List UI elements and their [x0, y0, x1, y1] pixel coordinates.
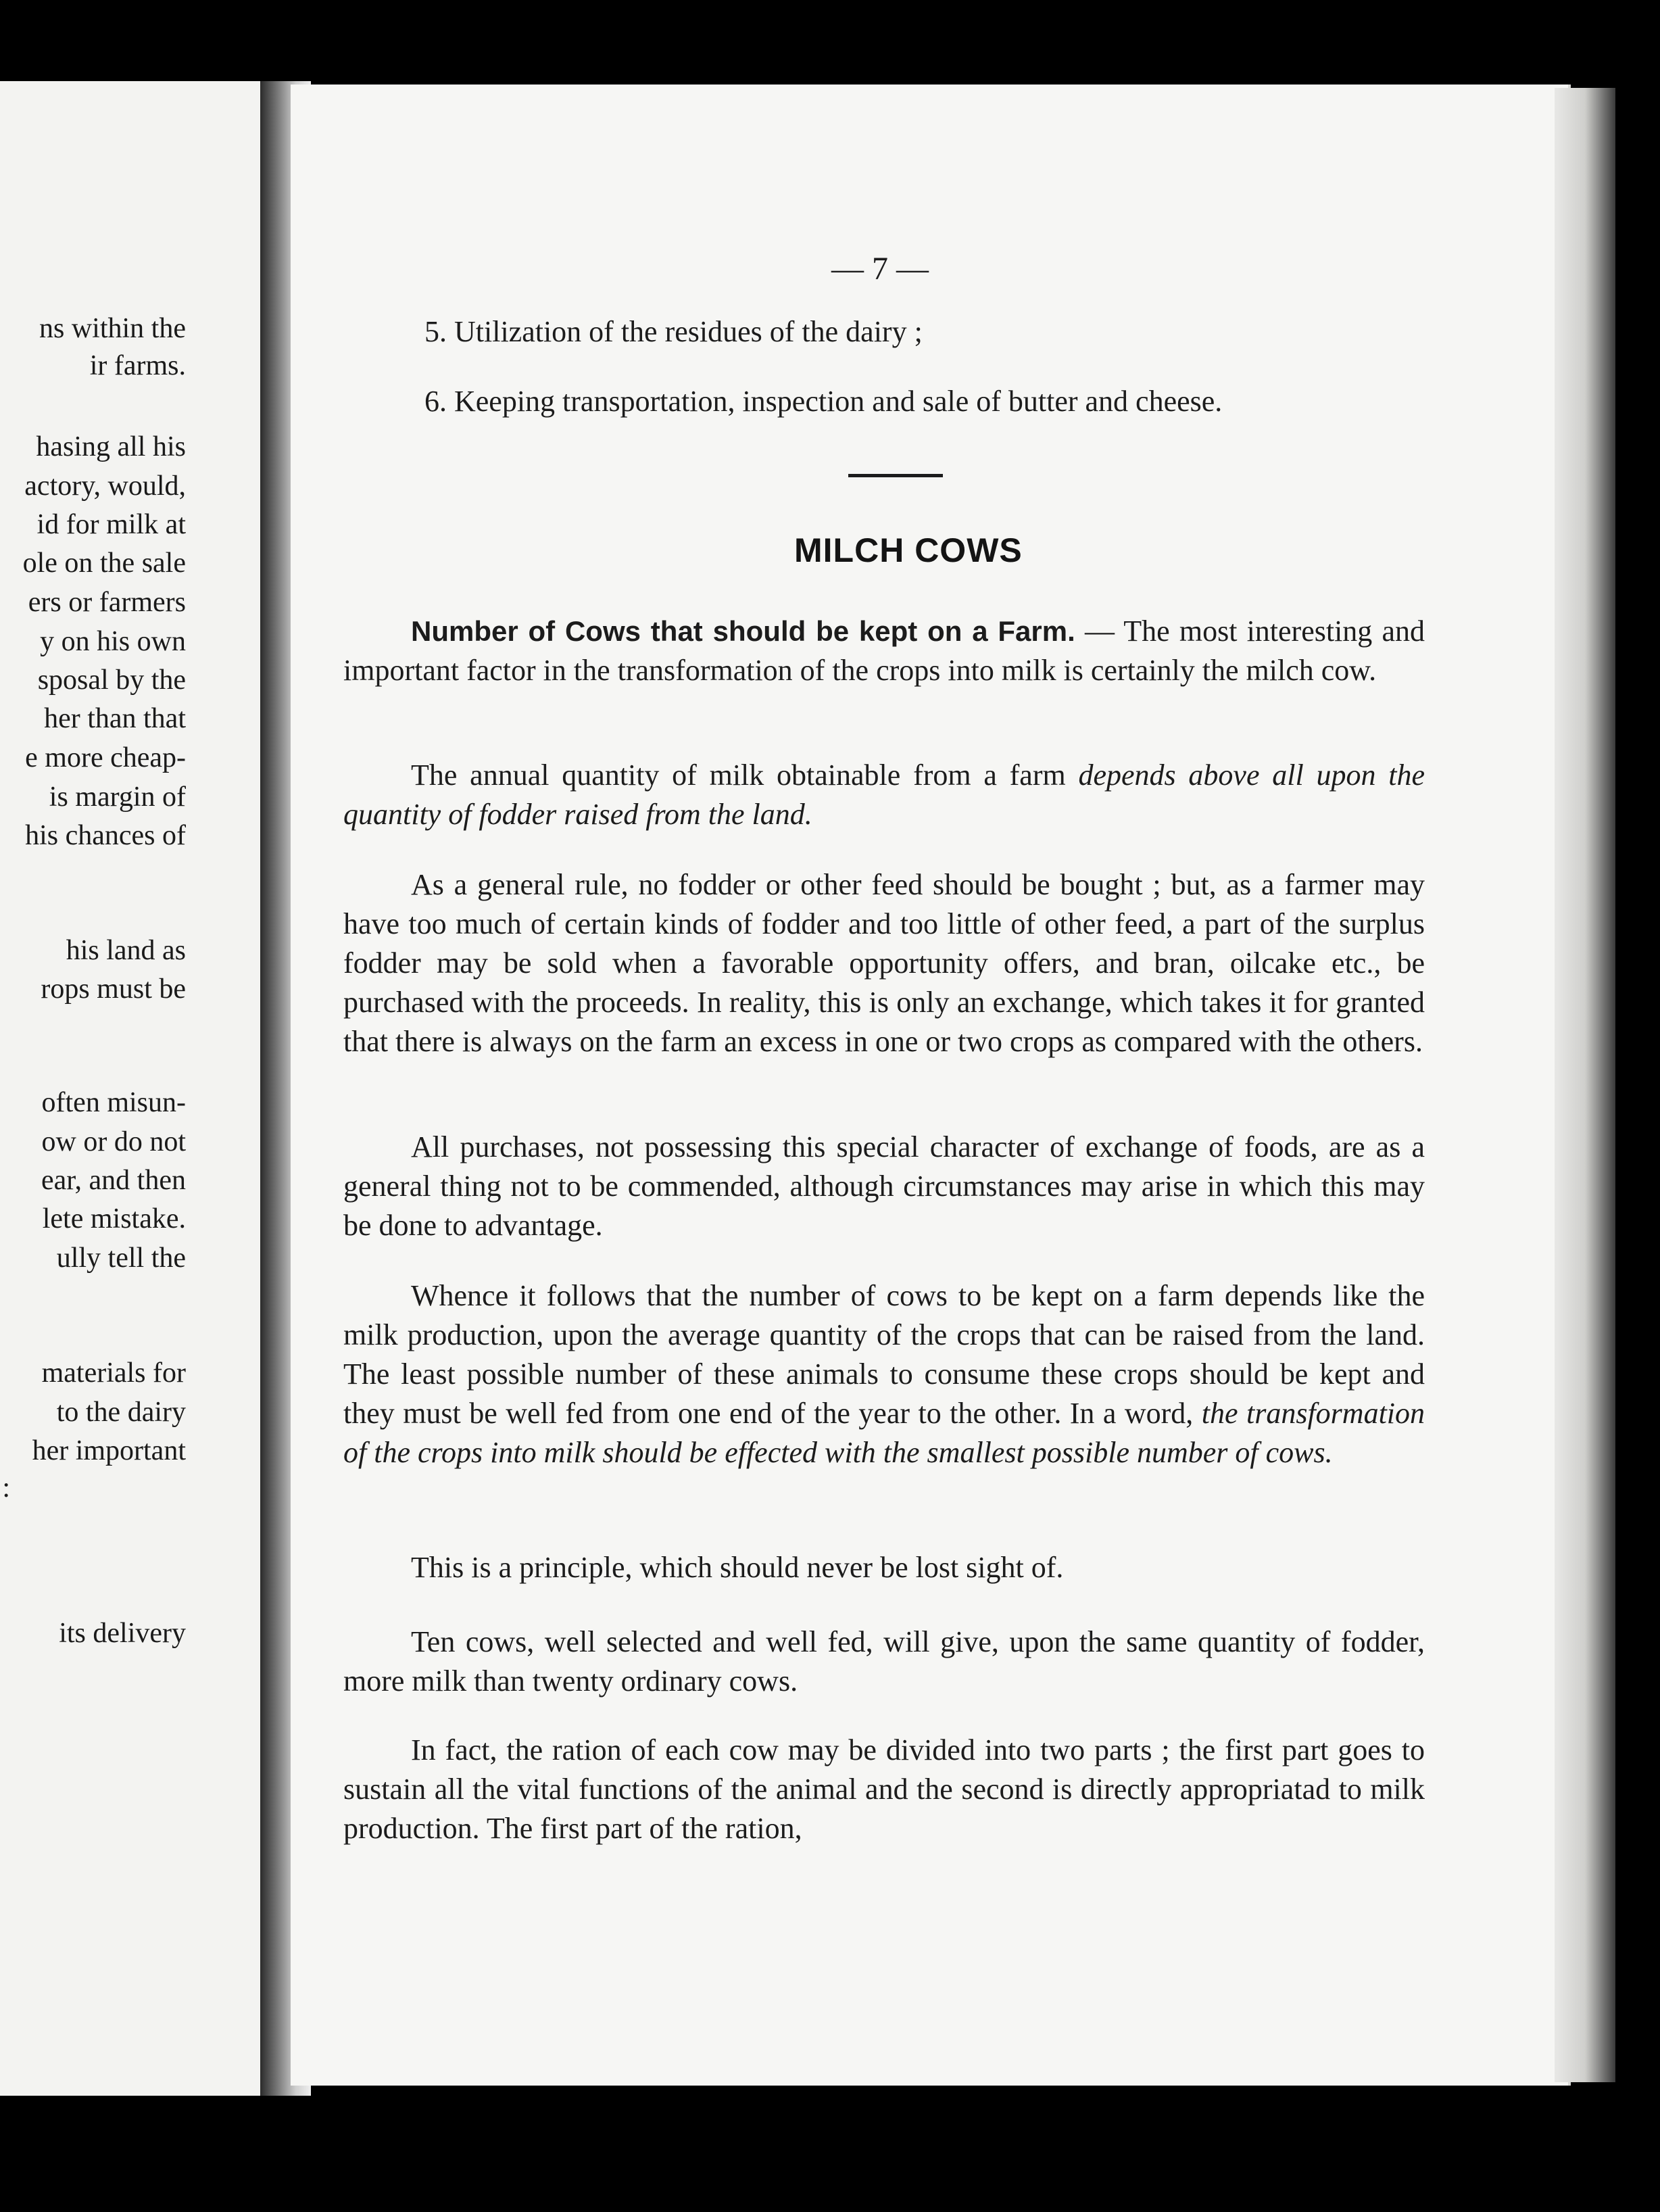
- paragraph: [343, 1548, 1425, 1587]
- left-line: her important: [32, 1435, 186, 1466]
- left-line: lete mistake.: [42, 1203, 186, 1234]
- paragraph-text: All purchases, not possessing this special character of exchange of foods, are as a general thing not to be commended, although circumstances may arise in which this may be done to advantage.: [343, 1130, 1425, 1242]
- page-number: — 7 —: [831, 251, 929, 287]
- left-line: his land as: [66, 935, 186, 966]
- paragraph-text: — The most interesting and important factor in the transformation of the crops into milk is certainly the milch cow.: [343, 615, 1425, 687]
- left-line: its delivery: [59, 1618, 186, 1649]
- paragraph: [343, 1128, 1425, 1245]
- left-line: ully tell the: [56, 1243, 186, 1274]
- paragraph-text: Ten cows, well selected and well fed, will give, upon the same quantity of fodder, more milk than twenty ordinary cows.: [343, 1625, 1425, 1698]
- list-item: 6. Keeping transportation, inspection and sale of butter and cheese.: [424, 385, 1223, 418]
- section-heading: MILCH COWS: [794, 531, 1023, 569]
- paragraph-lead: Number of Cows that should be kept on a Farm.: [411, 615, 1075, 647]
- left-line: ir farms.: [89, 350, 186, 381]
- paragraph: [343, 612, 1425, 690]
- list-item: 5. Utilization of the residues of the dairy ;: [424, 315, 923, 348]
- left-line: ns within the: [39, 313, 186, 344]
- left-line: her than that: [44, 703, 186, 734]
- left-line: sposal by the: [37, 665, 186, 696]
- left-line: actory, would,: [24, 471, 186, 502]
- paragraph: [343, 1731, 1425, 1848]
- page-edge: [1555, 88, 1615, 2082]
- left-line: to the dairy: [56, 1397, 186, 1428]
- paragraph-text: This is a principle, which should never be lost sight of.: [411, 1551, 1064, 1584]
- left-line: ow or do not: [41, 1126, 186, 1157]
- left-line: id for milk at: [36, 509, 186, 540]
- left-line: :: [2, 1472, 10, 1504]
- paragraph: [343, 1622, 1425, 1701]
- left-line: often misun-: [41, 1087, 186, 1118]
- left-line: is margin of: [49, 782, 186, 813]
- emphasis-text: the transformation of the crops into milk should be effected with the smallest possible number of cows.: [343, 1397, 1425, 1469]
- left-line: hasing all his: [36, 431, 186, 462]
- left-line: ole on the sale: [22, 548, 186, 579]
- left-line: e more cheap-: [25, 742, 186, 773]
- left-line: materials for: [41, 1357, 186, 1389]
- previous-page-fragment: [0, 81, 260, 2096]
- left-line: y on his own: [40, 626, 186, 657]
- paragraph-text: Whence it follows that the number of cows to be kept on a farm depends like the milk production, upon the average quantity of the crops that can be raised from the land. The least possible number of these animals to consume these crops should be kept and they must be well fed from one end of the year to the other. In a word,: [343, 1279, 1425, 1430]
- paragraph-text: As a general rule, no fodder or other feed should be bought ; but, as a farmer may have too much of certain kinds of fodder and too little of other feed, a part of the surplus fodder may be sold when a favorable opportunity offers, and bran, oilcake etc., be purchased with the proceeds. In reality, this is only an exchange, which takes it for granted that there is always on the farm an excess in one or two crops as compared with the others.: [343, 868, 1425, 1058]
- left-line: ear, and then: [41, 1165, 186, 1196]
- paragraph-text: In fact, the ration of each cow may be divided into two parts ; the first part goes to sustain all the vital functions of the animal and the second is directly appropriatad to milk production. The first part of the ration,: [343, 1733, 1425, 1845]
- paragraph: [343, 865, 1425, 1061]
- paragraph: [343, 756, 1425, 834]
- left-line: his chances of: [25, 820, 186, 851]
- left-line: rops must be: [41, 973, 186, 1005]
- paragraph-text: The annual quantity of milk obtainable from a farm: [411, 759, 1079, 792]
- section-divider: [848, 474, 943, 477]
- emphasis-text: depends above all upon the quantity of fodder raised from the land.: [343, 759, 1425, 831]
- left-line: ers or farmers: [28, 587, 186, 618]
- paragraph: [343, 1276, 1425, 1472]
